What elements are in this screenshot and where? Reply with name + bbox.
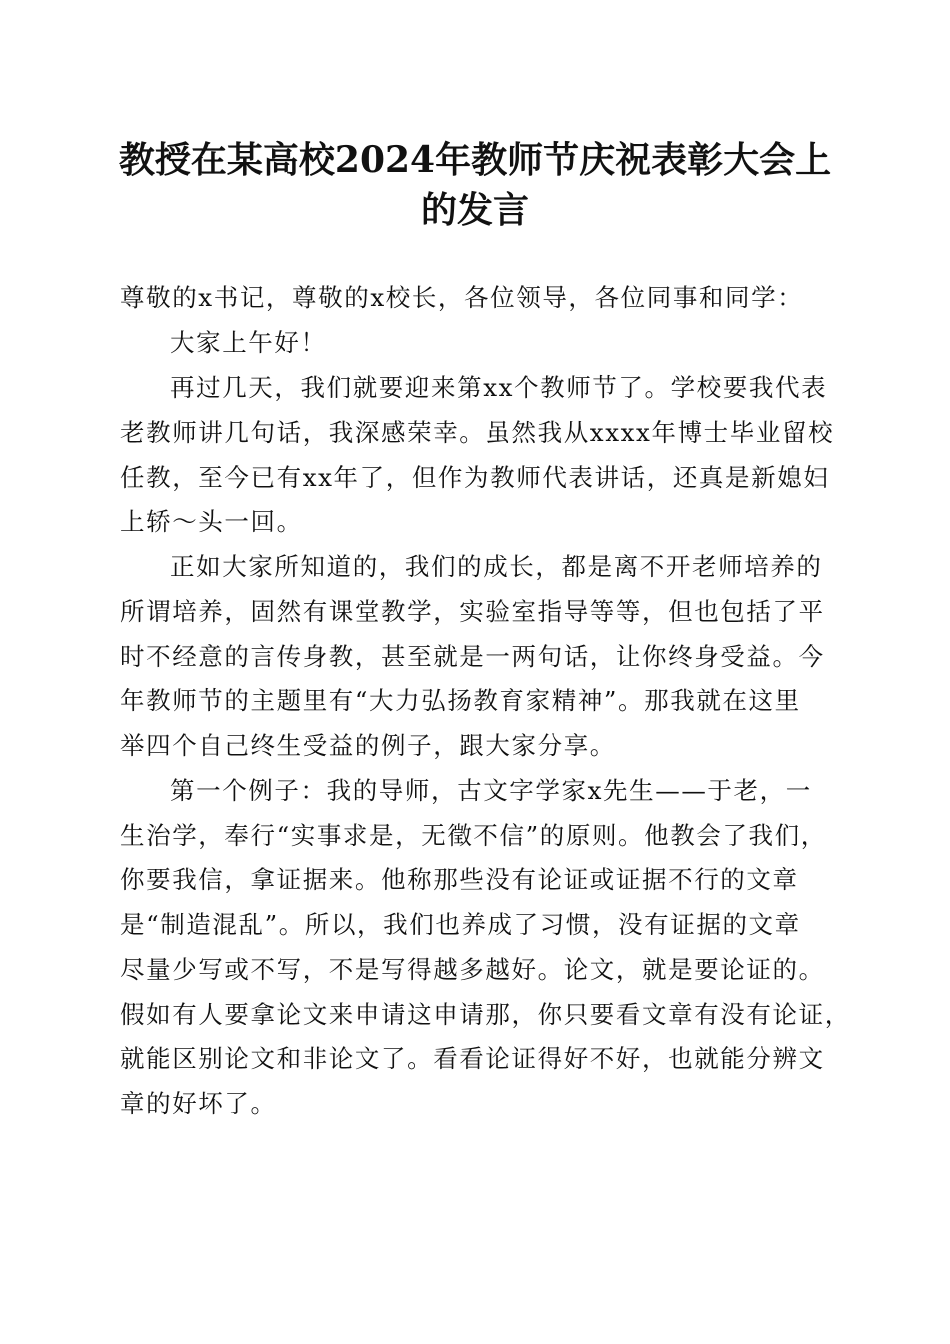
paragraph-1-line-4: 上轿～头一回。: [120, 507, 303, 536]
paragraph-2-line-3: 时不经意的言传身教，甚至就是一两句话，让你终身受益。今: [120, 642, 825, 671]
paragraph-2-line-1: 正如大家所知道的，我们的成长，都是离不开老师培养的: [170, 552, 823, 581]
paragraph-3-line-6: 假如有人要拿论文来申请这申请那，你只要看文章有没有论证，: [120, 1000, 851, 1029]
page-title-line-1: 教授在某高校2024年教师节庆祝表彰大会上: [118, 139, 832, 181]
paragraph-3-line-7: 就能区别论文和非论文了。看看论证得好不好，也就能分辨文: [120, 1044, 825, 1073]
paragraph-3-line-8: 章的好坏了。: [120, 1089, 277, 1118]
paragraph-3-line-3: 你要我信，拿证据来。他称那些没有论证或证据不行的文章: [120, 865, 799, 894]
paragraph-2-line-2: 所谓培养，固然有课堂教学，实验室指导等等，但也包括了平: [120, 597, 825, 626]
paragraph-3-line-2: 生治学，奉行“实事求是，无徵不信”的原则。他教会了我们，: [120, 821, 827, 850]
page-title-line-2: 的发言: [420, 189, 529, 231]
paragraph-3-line-4: 是“制造混乱”。所以，我们也养成了习惯，没有证据的文章: [120, 910, 801, 939]
paragraph-2-line-4: 年教师节的主题里有“大力弘扬教育家精神”。那我就在这里: [120, 686, 801, 715]
paragraph-3-line-5: 尽量少写或不写，不是写得越多越好。论文，就是要论证的。: [120, 955, 825, 984]
paragraph-1-line-1: 再过几天，我们就要迎来第xx个教师节了。学校要我代表: [170, 373, 828, 402]
paragraph-1-line-2: 老教师讲几句话，我深感荣幸。虽然我从xxxx年博士毕业留校: [120, 418, 835, 447]
paragraph-3-line-1: 第一个例子：我的导师，古文字学家x先生——于老，一: [170, 776, 812, 805]
paragraph-2-line-5: 举四个自己终生受益的例子，跟大家分享。: [120, 731, 616, 760]
salutation-line: 尊敬的x书记，尊敬的x校长，各位领导，各位同事和同学：: [120, 283, 804, 312]
paragraph-1-line-3: 任教，至今已有xx年了，但作为教师代表讲话，还真是新媳妇: [120, 463, 830, 492]
greeting-line: 大家上午好！: [170, 328, 327, 357]
